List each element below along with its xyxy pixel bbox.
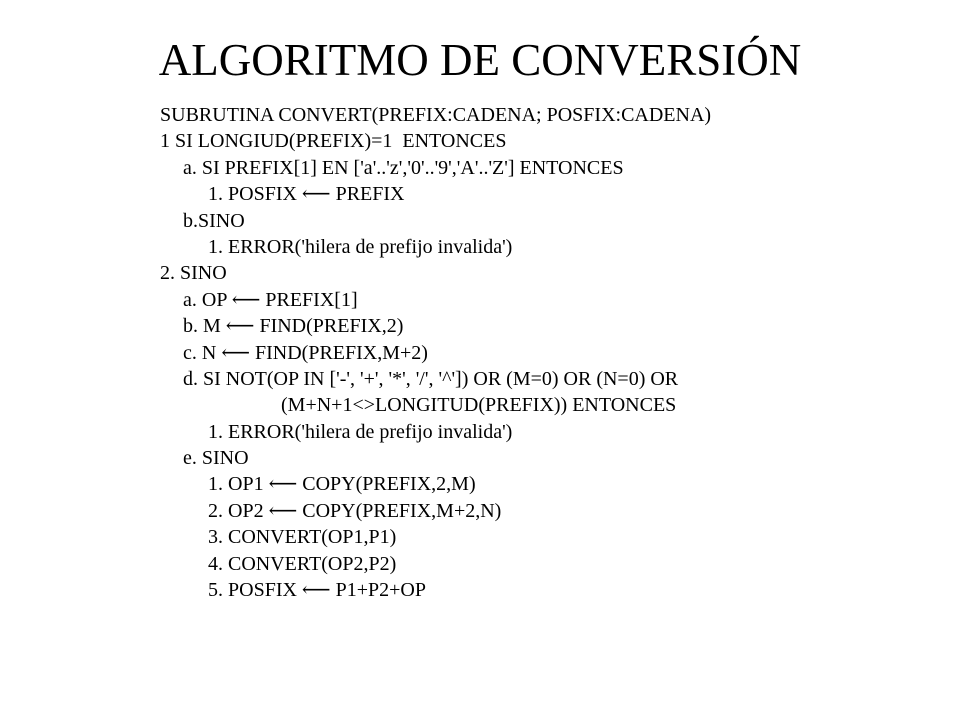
- code-line: b. M ⟵ FIND(PREFIX,2): [183, 315, 404, 338]
- code-line: 1. ERROR('hilera de prefijo invalida'): [208, 420, 513, 443]
- code-line: c. N ⟵ FIND(PREFIX,M+2): [183, 341, 428, 364]
- algorithm-code-block: [160, 102, 940, 603]
- code-line: d. SI NOT(OP IN ['-', '+', '*', '/', '^']) OR (M=0) OR (N=0) OR: [183, 367, 679, 390]
- code-line: 1 SI LONGIUD(PREFIX)=1 ENTONCES: [160, 130, 507, 153]
- code-line: 2. SINO: [160, 262, 227, 285]
- code-line: e. SINO: [183, 447, 249, 470]
- code-line: SUBRUTINA CONVERT(PREFIX:CADENA; POSFIX:CADENA): [160, 104, 712, 126]
- code-line: b.SINO: [183, 209, 245, 232]
- code-line: a. OP ⟵ PREFIX[1]: [183, 288, 358, 311]
- code-line: 1. POSFIX ⟵ PREFIX: [208, 183, 405, 206]
- code-line: 1. ERROR('hilera de prefijo invalida'): [208, 235, 513, 258]
- code-line: (M+N+1<>LONGITUD(PREFIX)) ENTONCES: [281, 394, 677, 417]
- code-line: 2. OP2 ⟵ COPY(PREFIX,M+2,N): [208, 499, 502, 522]
- code-line: 4. CONVERT(OP2,P2): [208, 552, 397, 575]
- code-line: 1. OP1 ⟵ COPY(PREFIX,2,M): [208, 473, 476, 496]
- slide-title: ALGORITMO DE CONVERSIÓN: [158, 35, 802, 85]
- code-line: 5. POSFIX ⟵ P1+P2+OP: [208, 579, 426, 602]
- code-line: a. SI PREFIX[1] EN ['a'..'z','0'..'9','A'..'Z'] ENTONCES: [183, 156, 624, 179]
- code-line: 3. CONVERT(OP1,P1): [208, 526, 397, 549]
